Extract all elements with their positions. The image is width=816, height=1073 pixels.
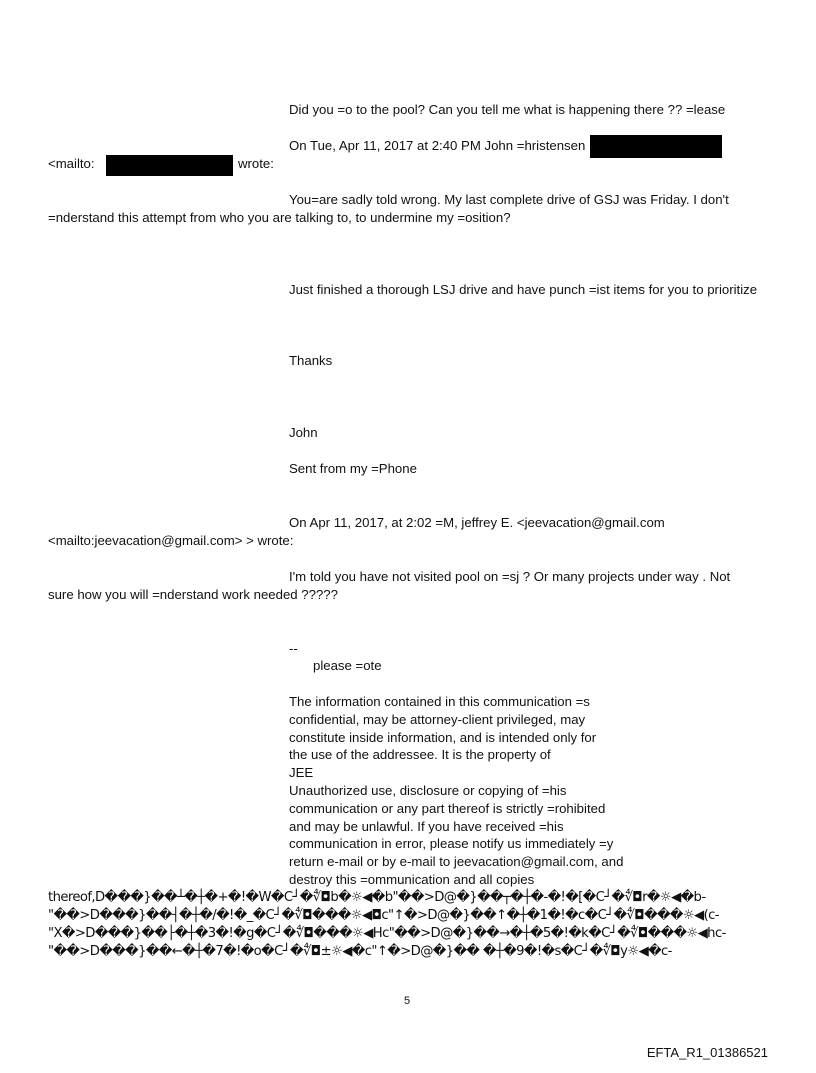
mailto-text: <mailto:: [48, 156, 95, 171]
email-line: Just finished a thorough LSJ drive and have punch =ist items for you to prioritize: [289, 282, 758, 297]
disclaimer-line: confidential, may be attorney-client privileged, may: [289, 711, 586, 727]
email-line: I'm told you have not visited pool on =sj ? Or many projects under way . Not: [289, 569, 731, 584]
disclaimer-line: The information contained in this communication =s: [289, 694, 590, 709]
email-line: Did you =o to the pool? Can you tell me what is happening there ?? =lease: [289, 102, 726, 117]
email-line: You=are sadly told wrong. My last complete drive of GSJ was Friday. I don't: [289, 192, 729, 207]
disclaimer-line: constitute inside information, and is intended only for: [289, 729, 597, 745]
email-line: =nderstand this attempt from who you are talking to, to undermine my =osition?: [48, 210, 511, 225]
garbled-line: "��>D���}��←�┼�7�!�o�C┘�∜◘±☼◀�c"↑�>D@�}�� �┼�9�!�s�C┘�∜◘y☼◀�c-: [48, 944, 672, 959]
redaction-box: [590, 135, 722, 158]
garbled-line: "��>D���}��┤�┼�/�!�_�C┘�∜◘���☼◀◘c"↑�>D@�}��↑�┼�1�!�c�C┘�∜◘���☼◀(c-: [48, 908, 719, 923]
garbled-line: "X�>D���}��├�┼�3�!�g�C┘�∜◘���☼◀Hc"��>D@�}��→�┼�5�!�k�C┘�∜◘���☼◀hc-: [48, 926, 726, 941]
mailto-text: <mailto:jeevacation@gmail.com> > wrote:: [48, 533, 294, 548]
disclaimer-line: the use of the addressee. It is the property of: [289, 747, 551, 763]
disclaimer-line: JEE: [289, 765, 314, 781]
disclaimer-line: and may be unlawful. If you have received =his: [289, 818, 564, 834]
please-note: please =ote: [313, 658, 382, 673]
email-line: Thanks: [289, 353, 333, 368]
disclaimer-line: return e-mail or by e-mail to jeevacation@gmail.com, and: [289, 854, 624, 870]
disclaimer: [289, 693, 623, 889]
disclaimer-line: Unauthorized use, disclosure or copying of =his: [289, 782, 567, 798]
email-line: sure how you will =nderstand work needed ?????: [48, 587, 338, 602]
disclaimer-line: communication or any part thereof is strictly =rohibited: [289, 800, 606, 816]
wrote-text: wrote:: [238, 156, 274, 171]
separator: --: [289, 641, 298, 656]
page-number: 5: [404, 995, 411, 1007]
disclaimer-line: communication in error, please notify us immediately =y: [289, 836, 614, 852]
sent-from: Sent from my =Phone: [289, 461, 417, 476]
disclaimer-line: destroy this =ommunication and all copies: [289, 871, 535, 887]
document-id: EFTA_R1_01386521: [646, 1045, 768, 1060]
redaction-box: [106, 155, 233, 176]
garbled-text: [48, 889, 726, 961]
reply-header: On Apr 11, 2017, at 2:02 =M, jeffrey E. <jeevacation@gmail.com: [289, 515, 665, 530]
reply-header: On Tue, Apr 11, 2017 at 2:40 PM John =hristensen: [289, 138, 586, 153]
garbled-line: thereof,D���}��┴�┼�+�!�W�C┘�∜◘b�☼◀�b"��>D@�}��┬�┼�-�!�[�C┘�∜◘r�☼◀�b-: [48, 890, 706, 905]
signature: John: [289, 425, 318, 440]
